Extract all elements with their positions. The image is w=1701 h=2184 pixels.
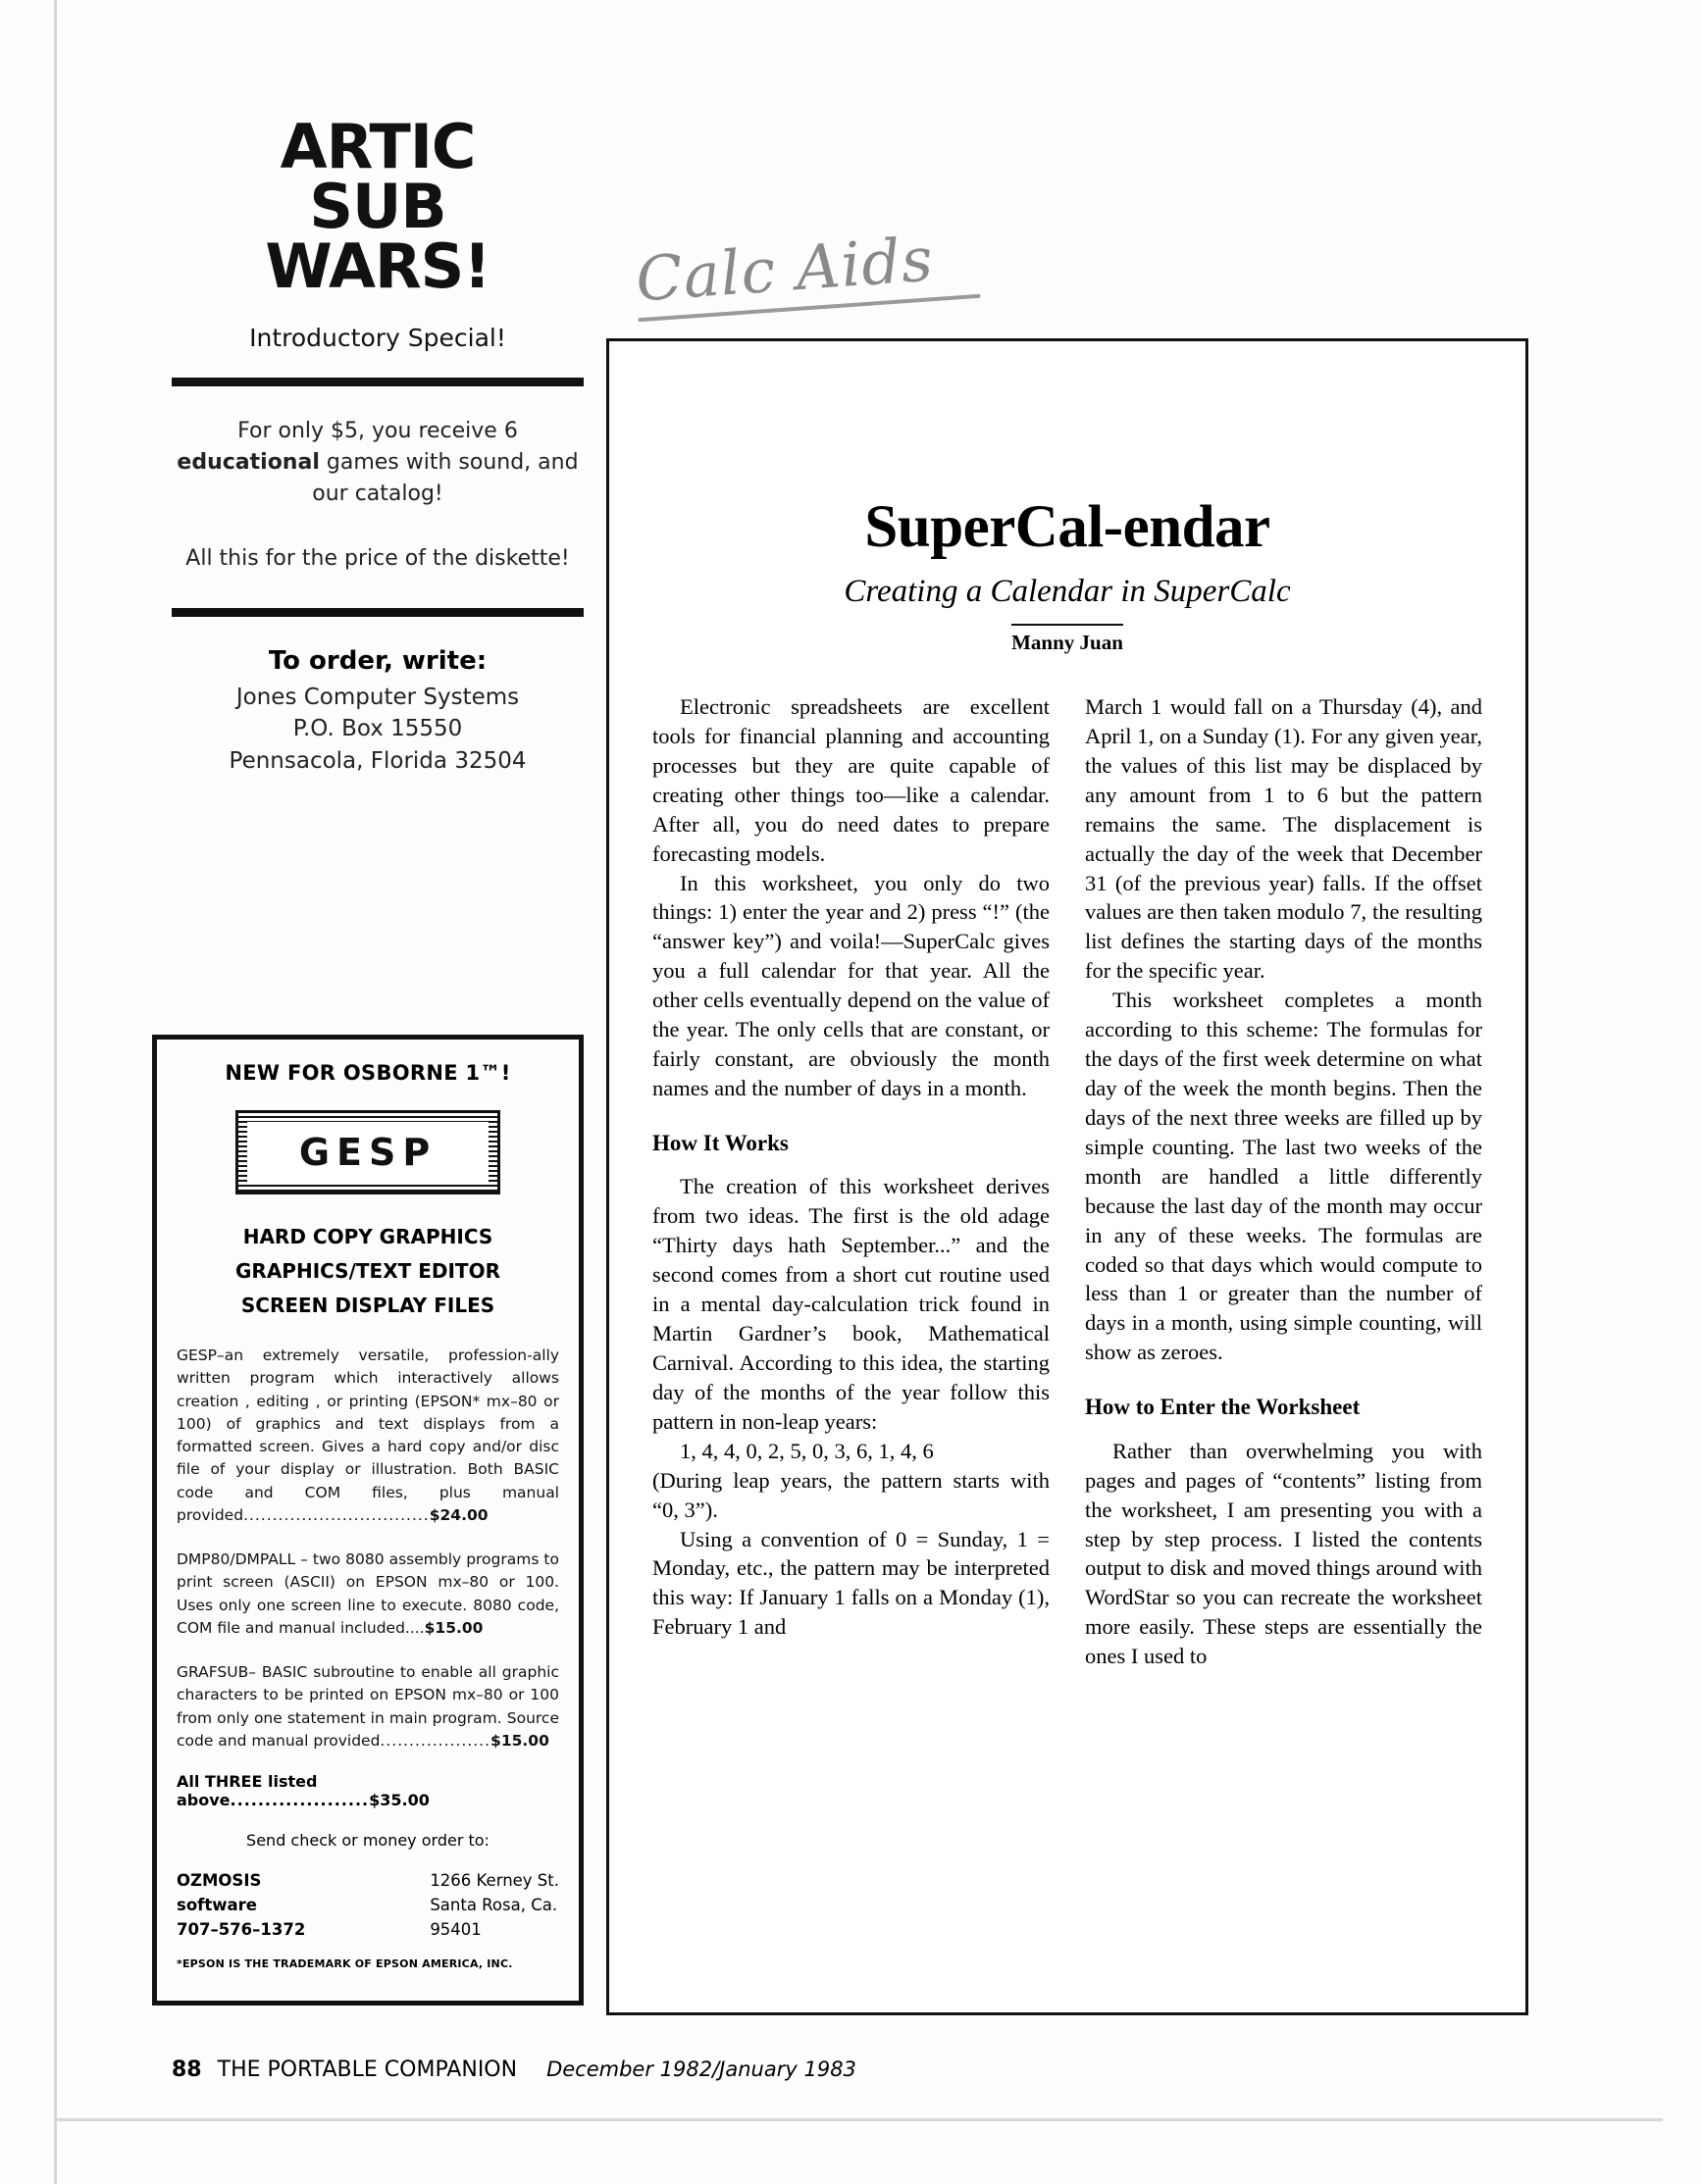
ozmosis-trademark-note: *EPSON IS THE TRADEMARK OF EPSON AMERICA, INC. [177, 1957, 513, 1971]
article-column-left [652, 692, 1050, 1671]
ad-order-line-3: Pennsacola, Florida 32504 [229, 748, 527, 775]
ozmosis-bundle-label: All THREE listed above [177, 1772, 318, 1809]
gesp-logo-inner [247, 1122, 489, 1183]
paragraph: The creation of this worksheet derives from two ideas. The first is the old adage “Thirty days hath September...” and the second comes from a short cut routine used in a mental day-calculation trick found in Martin Gardner’s book, Mathematical Carnival. According to this idea, the starting day of the months of the year follow this pattern in non-leap years: [652, 1174, 1050, 1434]
ozmosis-product-1 [177, 1345, 559, 1527]
ozmosis-bundle-dots: .................... [230, 1791, 370, 1809]
ozmosis-company-sub: software [177, 1895, 257, 1914]
ozmosis-product-1-dots: ................................ [243, 1505, 430, 1524]
ad-intro-special: Introductory Special! [249, 324, 506, 353]
ad-order-heading: To order, write: [268, 645, 488, 676]
section-heading-how-it-works: How It Works [652, 1130, 789, 1155]
ad-title-line-1: ARTIC [280, 111, 476, 182]
ozmosis-address-left [177, 1869, 305, 1942]
handwritten-annotation: Calc Aids [633, 223, 936, 316]
ozmosis-product-1-text: GESP–an extremely versatile, profession-ally written program which interactively allows creation , editing , or printing (EPSON* mx–80 or 100) of graphics and text displays from a formatted screen. Gives a hard copy and/or disc file of your display or illustration. Both BASIC code and COM files, plus manual provided [177, 1346, 559, 1524]
ozmosis-subheads [177, 1220, 559, 1323]
ozmosis-product-3-dots: ................... [380, 1731, 491, 1750]
ozmosis-product-2 [177, 1549, 559, 1640]
article-byline: Manny Juan [1011, 624, 1123, 655]
page-footer [172, 2057, 1525, 2082]
paragraph: Using a convention of 0 = Sunday, 1 = Monday, etc., the pattern may be interpreted this way: If January 1 falls on a Monday (1), February 1 and [652, 1526, 1050, 1640]
ozmosis-zip: 95401 [430, 1919, 482, 1939]
article-column-right [1085, 692, 1482, 1671]
ozmosis-subhead-3: SCREEN DISPLAY FILES [240, 1294, 495, 1317]
issue-date: December 1982/January 1983 [546, 2057, 856, 2081]
ad-order-line-1: Jones Computer Systems [235, 684, 520, 710]
ad-order-address [172, 682, 584, 778]
article-subtitle: Creating a Calendar in SuperCalc [844, 574, 1291, 609]
ad-price-text: All this for the price of the diskette! [185, 545, 570, 571]
ozmosis-phone: 707–576–1372 [177, 1919, 306, 1939]
article-byline-wrap [609, 624, 1525, 655]
ozmosis-ad-box [152, 1035, 584, 2006]
ozmosis-send-instruction: Send check or money order to: [246, 1831, 490, 1850]
ad-divider-bottom [172, 608, 584, 617]
ozmosis-product-2-price: $15.00 [424, 1618, 484, 1637]
ozmosis-subhead-2: GRAPHICS/TEXT EDITOR [235, 1259, 500, 1283]
page-edge-line [54, 0, 57, 2184]
paragraph: Rather than overwhelming you with pages and pages of “contents” listing from the worksheet, I am presenting you with a step by step process. I listed the contents output to disk and moved things around with WordStar so you can recreate the worksheet more easily. These steps are essentially the ones I used to [1085, 1438, 1482, 1669]
ozmosis-street: 1266 Kerney St. [430, 1871, 559, 1890]
ozmosis-product-3-price: $15.00 [490, 1731, 549, 1750]
ozmosis-product-3-text: GRAFSUB– BASIC subroutine to enable all graphic characters to be printed on EPSON mx–80 or 100 from only one statement in main program. Source code and manual provided [177, 1663, 559, 1750]
article-frame [606, 338, 1528, 2015]
ozmosis-company: OZMOSIS [177, 1871, 262, 1890]
ad-offer-text [172, 416, 584, 510]
magazine-name: THE PORTABLE COMPANION [217, 2057, 518, 2082]
paragraph: Electronic spreadsheets are excellent tools for financial planning and accounting processes but they are quite capable of creating other things too—like a calendar. After all, you do need dates to prepare forecasting models. [652, 694, 1050, 866]
ozmosis-product-2-text: DMP80/DMPALL – two 8080 assembly programs to print screen (ASCII) on EPSON mx–80 or 100. Uses only one screen line to execute. 8080 code, COM file and manual included.... [177, 1550, 559, 1637]
ozmosis-address-right [430, 1869, 559, 1942]
paragraph: This worksheet completes a month according to this scheme: The formulas for the days of the first week determine on what day of the week the month begins. Then the days of the next three weeks are filled up by simple counting. The last two weeks of the month are handled a little differently because the last day of the month may occur in any of these weeks. The formulas are coded so that days which would compute to less than 1 or greater than the number of days in a month, using simple counting, will show as zeroes. [1085, 988, 1482, 1365]
ad-title-line-3: WARS! [265, 229, 490, 302]
ozmosis-address [177, 1869, 559, 1942]
artic-sub-wars-ad [172, 111, 584, 778]
ad-title-line-2: SUB [309, 170, 446, 242]
ozmosis-subhead-1: HARD COPY GRAPHICS [242, 1225, 493, 1248]
ad-title [172, 111, 584, 302]
ozmosis-city: Santa Rosa, Ca. [430, 1895, 558, 1914]
ozmosis-headline: NEW FOR OSBORNE 1™! [225, 1061, 511, 1085]
ad-offer-post: games with sound, and our catalog! [312, 450, 579, 507]
ad-offer-bold: educational [177, 450, 320, 476]
ozmosis-bundle [177, 1772, 559, 1809]
paragraph: (During leap years, the pattern starts with “0, 3”). [652, 1467, 1050, 1522]
ad-divider-top [172, 378, 584, 386]
ozmosis-product-3 [177, 1661, 559, 1752]
ozmosis-bundle-price: $35.00 [369, 1791, 430, 1809]
paragraph: In this worksheet, you only do two things: 1) enter the year and 2) press “!” (the “answer key”) and voila!—SuperCalc gives you a full calendar for that year. All the other cells eventually depend on the value of the year. The only cells that are constant, or fairly constant, are obviously the month names and the number of days in a month. [652, 870, 1050, 1100]
paragraph-pattern-values: 1, 4, 4, 0, 2, 5, 0, 3, 6, 1, 4, 6 [680, 1438, 934, 1463]
paragraph: March 1 would fall on a Thursday (4), and April 1, on a Sunday (1). For any given year, the values of this list may be displaced by any amount from 1 to 6 but the pattern remains the same. The displacement is actually the day of the week that December 31 (of the previous year) falls. If the offset values are then taken modulo 7, the resulting list defines the starting days of the months for the specific year. [1085, 694, 1482, 984]
section-heading-how-to-enter: How to Enter the Worksheet [1085, 1395, 1361, 1420]
ad-order-line-2: P.O. Box 15550 [292, 716, 463, 742]
gesp-logo [235, 1110, 500, 1194]
page-edge-line-bottom [54, 2118, 1663, 2121]
article-title: SuperCal-endar [864, 494, 1270, 560]
ozmosis-product-1-price: $24.00 [429, 1505, 489, 1524]
page-number: 88 [172, 2057, 202, 2082]
gesp-logo-text: GESP [298, 1131, 438, 1174]
article-columns [652, 692, 1482, 1671]
ad-offer-pre: For only $5, you receive 6 [237, 419, 518, 444]
